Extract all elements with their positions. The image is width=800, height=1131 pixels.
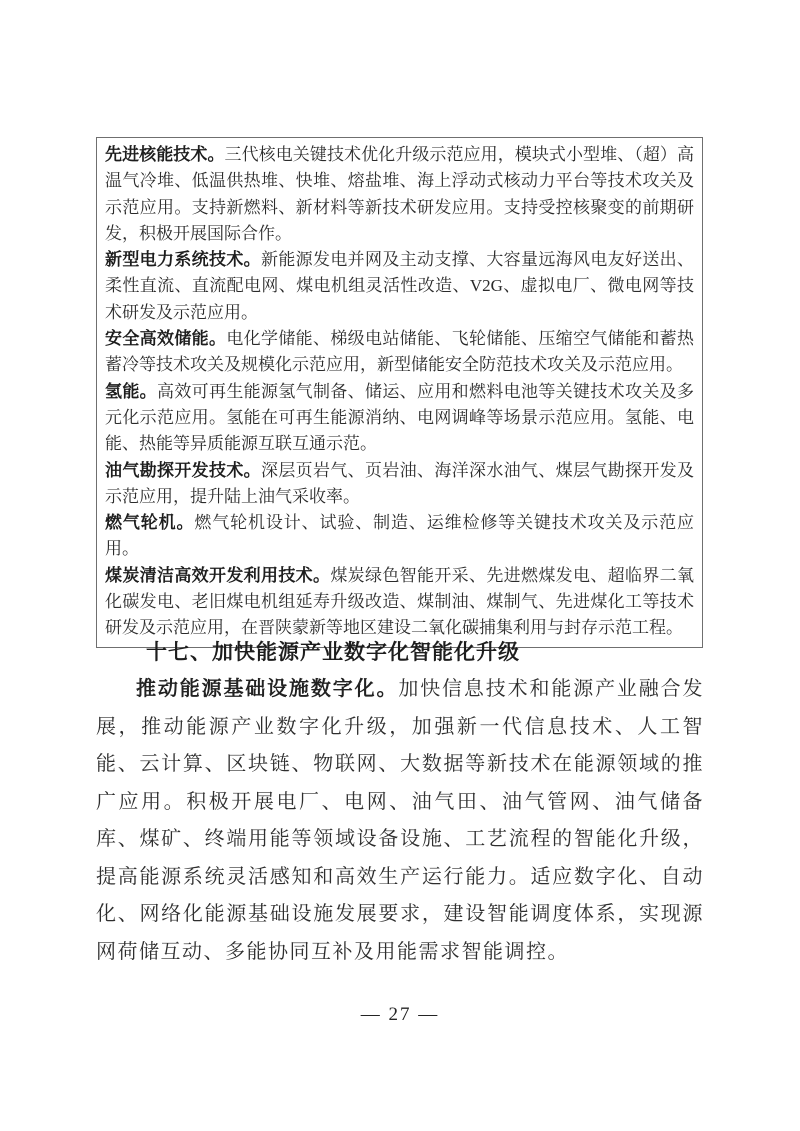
paragraph-lead: 煤炭清洁高效开发利用技术。	[105, 565, 331, 585]
body-paragraph-digitalization	[96, 671, 704, 971]
paragraph-lead: 新型电力系统技术。	[105, 250, 261, 270]
box-paragraph-clean-coal	[105, 563, 694, 642]
box-paragraph-advanced-nuclear	[105, 142, 694, 247]
paragraph-lead: 氢能。	[105, 381, 157, 401]
paragraph-text: 加快信息技术和能源产业融合发展，推动能源产业数字化升级，加强新一代信息技术、人工智能、云计算、区块链、物联网、大数据等新技术在能源领域的推广应用。积极开展电厂、电网、油气田、油气管网、油气储备库、煤矿、终端用能等领域设备设施、工艺流程的智能化升级，提高能源系统灵活感知和高效生产运行能力。适应数字化、自动化、网络化能源基础设施发展要求，建设智能调度体系，实现源网荷储互动、多能协同互补及用能需求智能调控。	[96, 678, 705, 963]
paragraph-text: 电化学储能、梯级电站储能、飞轮储能、压缩空气储能和蓄热蓄冷等技术攻关及规模化示范应用，新型储能安全防范技术攻关及示范应用。	[105, 329, 695, 375]
paragraph-lead: 安全高效储能。	[105, 329, 227, 349]
paragraph-text: 燃气轮机设计、试验、制造、运维检修等关键技术攻关及示范应用。	[105, 513, 694, 559]
paragraph-lead: 油气勘探开发技术。	[105, 460, 261, 480]
section-heading: 十七、加快能源产业数字化智能化升级	[146, 641, 520, 664]
box-paragraph-gas-turbine	[105, 510, 694, 563]
box-paragraph-new-power-system	[105, 247, 694, 326]
page-number: — 27 —	[360, 1004, 440, 1025]
paragraph-lead: 燃气轮机。	[105, 513, 195, 533]
box-paragraph-energy-storage	[105, 326, 694, 379]
paragraph-text: 新能源发电并网及主动支撑、大容量远海风电友好送出、柔性直流、直流配电网、煤电机组灵活性改造、V2G、虚拟电厂、微电网等技术研发及示范应用。	[105, 250, 694, 322]
technology-table-box	[96, 137, 703, 648]
box-paragraph-hydrogen	[105, 379, 694, 458]
paragraph-text: 三代核电关键技术优化升级示范应用，模块式小型堆、（超）高温气冷堆、低温供热堆、快堆、熔盐堆、海上浮动式核动力平台等技术攻关及示范应用。支持新燃料、新材料等新技术研发应用。支持受控核聚变的前期研发，积极开展国际合作。	[105, 145, 694, 243]
paragraph-text: 煤炭绿色智能开采、先进燃煤发电、超临界二氧化碳发电、老旧煤电机组延寿升级改造、煤制油、煤制气、先进煤化工等技术研发及示范应用，在晋陕蒙新等地区建设二氧化碳捕集利用与封存示范工程。	[105, 565, 695, 638]
paragraph-text: 深层页岩气、页岩油、海洋深水油气、煤层气勘探开发及示范应用，提升陆上油气采收率。	[105, 460, 694, 506]
paragraph-lead: 推动能源基础设施数字化。	[136, 678, 399, 700]
paragraph-text: 高效可再生能源氢气制备、储运、应用和燃料电池等关键技术攻关及多元化示范应用。氢能在可再生能源消纳、电网调峰等场景示范应用。氢能、电能、热能等异质能源互联互通示范。	[105, 381, 694, 454]
paragraph-lead: 先进核能技术。	[105, 145, 225, 164]
box-paragraph-oil-gas-exploration	[105, 458, 694, 511]
